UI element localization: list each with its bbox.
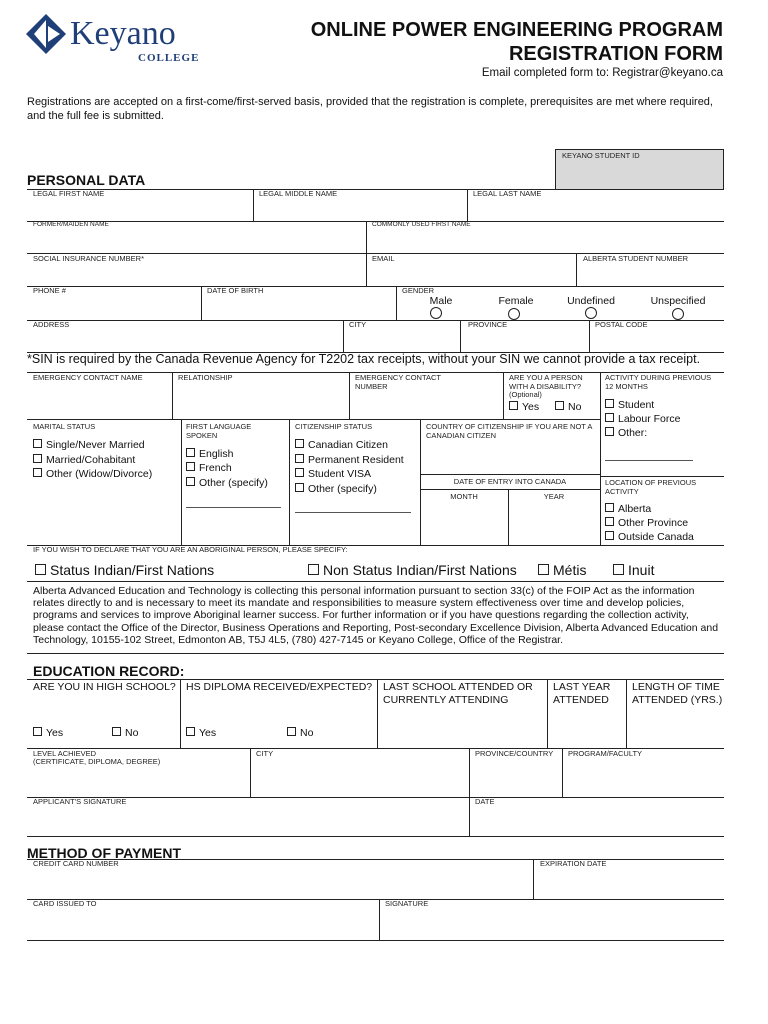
length-attended-label: LENGTH OF TIME ATTENDED (YRS.) xyxy=(632,681,723,706)
high-school-group xyxy=(27,679,180,748)
level-achieved-label: LEVEL ACHIEVED xyxy=(33,749,97,758)
entry-month-field[interactable] xyxy=(420,489,508,545)
aboriginal-status-label: Status Indian/First Nations xyxy=(50,562,215,578)
card-number-label: CREDIT CARD NUMBER xyxy=(33,859,119,868)
education-heading: EDUCATION RECORD: xyxy=(33,663,185,679)
city-label: CITY xyxy=(349,320,367,329)
gender-option-female[interactable] xyxy=(496,295,536,307)
language-other-checkbox[interactable] xyxy=(186,477,268,490)
payment-heading: METHOD OF PAYMENT xyxy=(27,845,182,861)
postal-code-label: POSTAL CODE xyxy=(595,320,648,329)
phone-field[interactable] xyxy=(27,286,201,320)
entry-year-field[interactable] xyxy=(508,489,600,545)
applicant-signature-label: APPLICANT'S SIGNATURE xyxy=(33,797,127,806)
location-label: LOCATION OF PREVIOUS ACTIVITY xyxy=(605,478,697,496)
gender-unspecified-label: Unspecified xyxy=(650,295,706,307)
citizenship-other-checkbox[interactable] xyxy=(295,483,377,496)
email-label: EMAIL xyxy=(372,254,395,263)
sin-note: *SIN is required by the Canada Revenue Agency for T2202 tax receipts, without your SIN we cannot provide a tax receipt. xyxy=(27,352,701,366)
gender-male-label: Male xyxy=(429,295,453,307)
last-school-field[interactable] xyxy=(377,679,547,748)
high-school-no-checkbox[interactable] xyxy=(112,727,138,740)
payment-signature-label: SIGNATURE xyxy=(385,899,429,908)
marital-single-label: Single/Never Married xyxy=(46,439,145,451)
aboriginal-metis-checkbox[interactable] xyxy=(538,562,586,579)
student-id-field[interactable] xyxy=(555,149,724,190)
alberta-number-field[interactable] xyxy=(576,253,724,286)
language-other-line[interactable] xyxy=(186,507,281,508)
province-label: PROVINCE xyxy=(468,320,508,329)
language-english-checkbox[interactable] xyxy=(186,448,233,461)
location-outside-label: Outside Canada xyxy=(618,531,694,543)
high-school-yes-checkbox[interactable] xyxy=(33,727,63,740)
citizenship-group xyxy=(289,419,420,545)
aboriginal-nonstatus-checkbox[interactable] xyxy=(308,562,517,579)
gender-female-label: Female xyxy=(498,295,534,307)
logo-sub: COLLEGE xyxy=(138,52,200,64)
gender-option-unspecified[interactable] xyxy=(648,295,708,307)
language-other-label: Other (specify) xyxy=(199,477,268,489)
expiration-date-label: EXPIRATION DATE xyxy=(540,859,607,868)
province-field[interactable] xyxy=(460,320,589,352)
card-issued-to-label: CARD ISSUED TO xyxy=(33,899,97,908)
disability-group xyxy=(503,372,600,419)
emergency-number-field[interactable] xyxy=(349,372,503,419)
length-attended-field[interactable] xyxy=(626,679,724,748)
language-french-label: French xyxy=(199,462,232,474)
aboriginal-nonstatus-label: Non Status Indian/First Nations xyxy=(323,562,517,578)
activity-other-label: Other: xyxy=(618,427,648,439)
aboriginal-inuit-label: Inuit xyxy=(628,562,655,578)
education-city-label: CITY xyxy=(256,749,274,758)
aboriginal-inuit-checkbox[interactable] xyxy=(613,562,654,579)
sin-field[interactable] xyxy=(27,253,366,286)
applicant-signature-field[interactable] xyxy=(27,797,469,836)
payment-signature-field[interactable] xyxy=(379,899,724,940)
expiration-date-field[interactable] xyxy=(533,859,724,899)
aboriginal-status-checkbox[interactable] xyxy=(35,562,214,579)
email-note: Email completed form to: Registrar@keyano.ca xyxy=(481,67,723,79)
citizenship-label: CITIZENSHIP STATUS xyxy=(295,422,373,431)
diploma-no-label: No xyxy=(300,727,314,739)
entry-month-label: MONTH xyxy=(450,492,478,501)
signature-date-label: DATE xyxy=(475,797,495,806)
diploma-yes-checkbox[interactable] xyxy=(186,727,216,740)
form-title-line1: ONLINE POWER ENGINEERING PROGRAM xyxy=(310,19,723,41)
email-field[interactable] xyxy=(366,253,576,286)
activity-labour-checkbox[interactable] xyxy=(605,413,680,426)
intro-text: Registrations are accepted on a first-come/first-served basis, provided that the registration is complete, prerequisites are met where required, and the full fee is submitted. xyxy=(27,96,713,122)
activity-labour-label: Labour Force xyxy=(618,413,681,425)
location-province-checkbox[interactable] xyxy=(605,517,688,530)
gender-undefined-label: Undefined xyxy=(567,295,615,307)
dob-label: DATE OF BIRTH xyxy=(207,286,264,295)
disability-optional: (Optional) xyxy=(509,390,542,399)
marital-other-label: Other (Widow/Divorce) xyxy=(46,468,153,480)
sin-label: SOCIAL INSURANCE NUMBER* xyxy=(33,254,144,263)
gender-unspecified-radio[interactable] xyxy=(672,308,684,320)
gender-group xyxy=(396,286,724,320)
disability-no-label: No xyxy=(568,401,582,413)
common-name-field[interactable] xyxy=(366,221,724,253)
country-citizenship-field[interactable] xyxy=(420,419,600,474)
gender-label: GENDER xyxy=(402,286,435,295)
maiden-name-label: FORMER/MAIDEN NAME xyxy=(33,221,109,228)
activity-student-label: Student xyxy=(618,399,655,411)
diploma-group xyxy=(180,679,377,748)
province-country-field[interactable] xyxy=(469,748,562,797)
dob-field[interactable] xyxy=(201,286,396,320)
diploma-no-checkbox[interactable] xyxy=(287,727,313,740)
keyano-logo-mark-icon xyxy=(26,12,70,58)
language-french-checkbox[interactable] xyxy=(186,462,232,475)
marital-single-checkbox[interactable] xyxy=(33,439,145,452)
emergency-contact-name-label: EMERGENCY CONTACT NAME xyxy=(33,373,143,382)
citizenship-visa-label: Student VISA xyxy=(308,468,372,480)
marital-married-label: Married/Cohabitant xyxy=(46,454,136,466)
last-year-label: LAST YEAR ATTENDED xyxy=(553,681,611,706)
address-field[interactable] xyxy=(27,320,343,352)
alberta-number-label: ALBERTA STUDENT NUMBER xyxy=(583,254,689,263)
level-achieved-sub: (CERTIFICATE, DIPLOMA, DEGREE) xyxy=(33,757,161,766)
card-number-field[interactable] xyxy=(27,859,533,899)
first-name-label: LEGAL FIRST NAME xyxy=(33,189,105,198)
citizenship-pr-checkbox[interactable] xyxy=(295,454,404,467)
last-year-field[interactable] xyxy=(547,679,626,748)
first-name-field[interactable] xyxy=(27,189,253,221)
phone-label: PHONE # xyxy=(33,286,66,295)
citizenship-visa-checkbox[interactable] xyxy=(295,468,371,481)
middle-name-label: LEGAL MIDDLE NAME xyxy=(259,189,338,198)
activity-label: ACTIVITY DURING PREVIOUS 12 MONTHS xyxy=(605,373,712,391)
relationship-field[interactable] xyxy=(172,372,349,419)
education-city-field[interactable] xyxy=(250,748,469,797)
relationship-label: RELATIONSHIP xyxy=(178,373,233,382)
entry-year-label: YEAR xyxy=(543,492,565,501)
last-name-label: LEGAL LAST NAME xyxy=(473,189,542,198)
aboriginal-prompt: IF YOU WISH TO DECLARE THAT YOU ARE AN ABORIGINAL PERSON, PLEASE SPECIFY: xyxy=(33,545,348,554)
personal-data-heading: PERSONAL DATA xyxy=(27,172,146,188)
first-language-group xyxy=(181,419,289,545)
province-country-label: PROVINCE/COUNTRY xyxy=(475,749,554,758)
level-achieved-field[interactable] xyxy=(27,748,250,797)
maiden-name-field[interactable] xyxy=(27,221,366,253)
signature-date-field[interactable] xyxy=(469,797,724,836)
diploma-yes-label: Yes xyxy=(199,727,217,739)
keyano-logo xyxy=(26,12,200,70)
marital-status-group xyxy=(27,419,181,545)
address-label: ADDRESS xyxy=(33,320,70,329)
activity-other-line[interactable] xyxy=(605,460,693,461)
gender-undefined-radio[interactable] xyxy=(585,307,597,319)
card-issued-to-field[interactable] xyxy=(27,899,379,940)
marital-married-checkbox[interactable] xyxy=(33,454,135,467)
foip-notice: Alberta Advanced Education and Technology is collecting this personal information pursuant to section 33(c) of the FOIP Act as the information relates directly to and is necessary to meet its mandate and responsibilities to measure system effectiveness over time and develop policies, programs and services to improve Aboriginal learner success. For further information or if you have questions regarding the collection activity, please contact the Office of the Director, Business Operations and Reporting, Post-secondary Excellence Division, Alberta Advanced Education and Technology, 10155-102 Street, Edmonton AB, T5J 4L5, (780) 427-7145 or Keyano College, Office of the Registrar. xyxy=(33,585,719,646)
student-id-label: KEYANO STUDENT ID xyxy=(562,151,640,160)
location-group xyxy=(600,476,724,545)
disability-yes-checkbox[interactable] xyxy=(509,401,539,414)
location-province-label: Other Province xyxy=(618,517,689,529)
common-name-label: COMMONLY USED FIRST NAME xyxy=(372,221,471,228)
last-school-label: LAST SCHOOL ATTENDED OR CURRENTLY ATTENDING xyxy=(383,681,533,706)
gender-male-radio[interactable] xyxy=(430,307,442,319)
location-alberta-checkbox[interactable] xyxy=(605,503,651,516)
country-citizenship-label: COUNTRY OF CITIZENSHIP IF YOU ARE NOT A CANADIAN CITIZEN xyxy=(426,422,593,440)
middle-name-field[interactable] xyxy=(253,189,467,221)
program-faculty-field[interactable] xyxy=(562,748,724,797)
disability-no-checkbox[interactable] xyxy=(555,401,581,414)
form-title-line2: REGISTRATION FORM xyxy=(508,43,723,65)
activity-student-checkbox[interactable] xyxy=(605,399,654,412)
citizenship-pr-label: Permanent Resident xyxy=(308,454,404,466)
emergency-contact-name-field[interactable] xyxy=(27,372,172,419)
city-field[interactable] xyxy=(343,320,460,352)
language-english-label: English xyxy=(199,448,234,460)
high-school-no-label: No xyxy=(125,727,139,739)
location-outside-checkbox[interactable] xyxy=(605,531,694,544)
gender-female-radio[interactable] xyxy=(508,308,520,320)
activity-other-checkbox[interactable] xyxy=(605,427,647,440)
last-name-field[interactable] xyxy=(467,189,724,221)
marital-other-checkbox[interactable] xyxy=(33,468,152,481)
emergency-number-label: EMERGENCY CONTACT NUMBER xyxy=(355,373,441,391)
activity-group xyxy=(600,372,724,476)
citizenship-other-line[interactable] xyxy=(295,512,411,513)
high-school-yes-label: Yes xyxy=(46,727,64,739)
citizenship-other-label: Other (specify) xyxy=(308,483,377,495)
postal-code-field[interactable] xyxy=(589,320,724,352)
disability-yes-label: Yes xyxy=(522,401,540,413)
diploma-label: HS DIPLOMA RECEIVED/EXPECTED? xyxy=(186,681,373,693)
location-alberta-label: Alberta xyxy=(618,503,652,515)
logo-name: Keyano xyxy=(70,15,176,52)
citizenship-canadian-checkbox[interactable] xyxy=(295,439,388,452)
gender-option-male[interactable] xyxy=(426,295,456,307)
disability-label: ARE YOU A PERSON WITH A DISABILITY? xyxy=(509,373,583,391)
high-school-label: ARE YOU IN HIGH SCHOOL? xyxy=(33,681,176,693)
first-language-label: FIRST LANGUAGE SPOKEN xyxy=(186,422,252,440)
citizenship-canadian-label: Canadian Citizen xyxy=(308,439,388,451)
marital-status-label: MARITAL STATUS xyxy=(33,422,96,431)
aboriginal-metis-label: Métis xyxy=(553,562,587,578)
program-faculty-label: PROGRAM/FACULTY xyxy=(568,749,643,758)
entry-date-label: DATE OF ENTRY INTO CANADA xyxy=(453,477,567,486)
gender-option-undefined[interactable] xyxy=(564,295,618,307)
